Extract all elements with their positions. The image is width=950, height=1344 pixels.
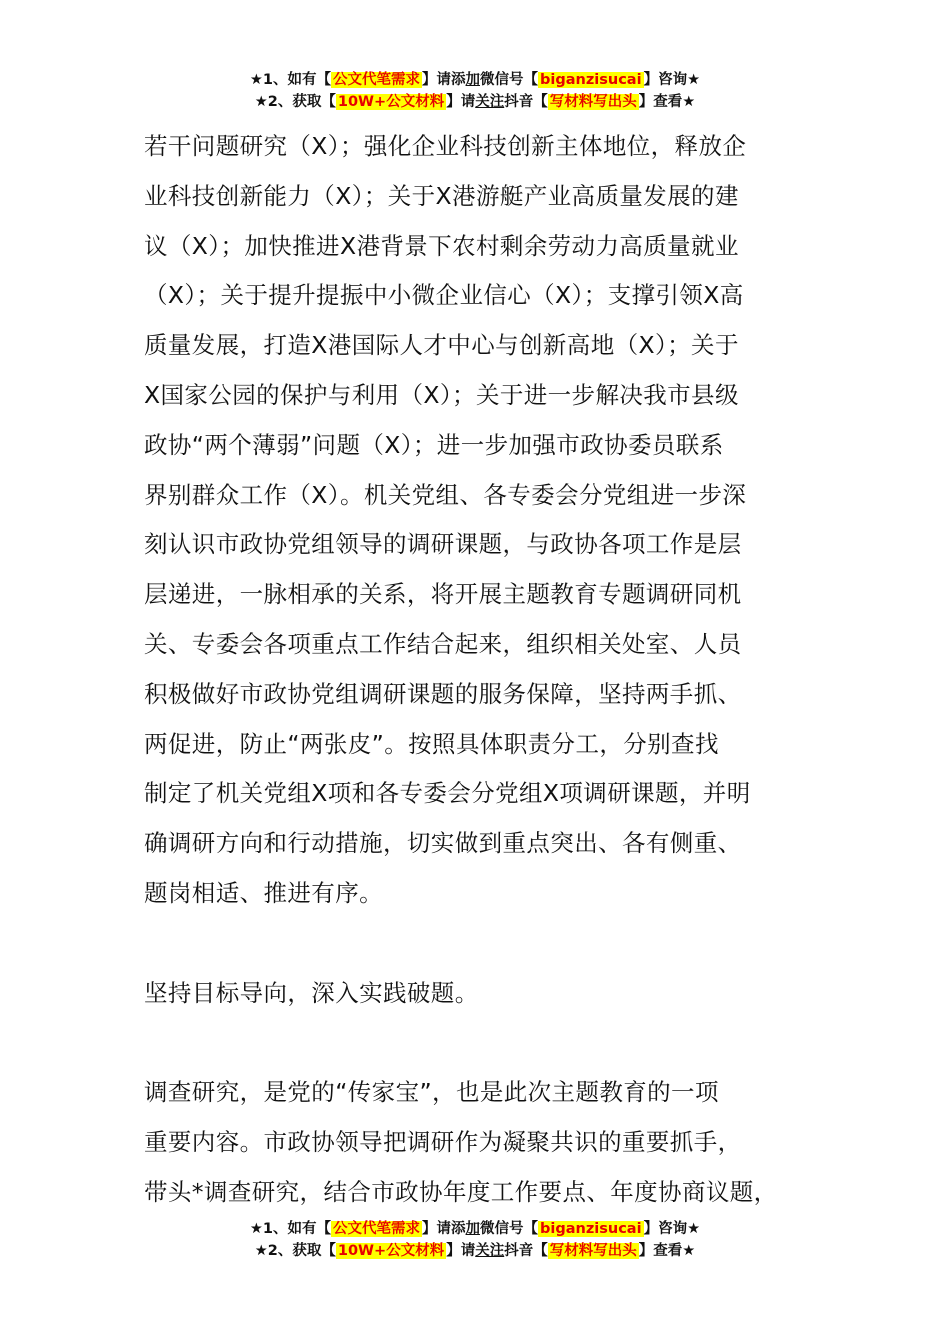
footer-line-2-post: 】查看★ (638, 1243, 696, 1259)
footer-line-1-mid1: 】请添 (422, 1221, 466, 1237)
footer-banner (0, 1218, 950, 1262)
body-line: 两促进，防止“两张皮”。按照具体职责分工，分别查找 (144, 729, 719, 758)
footer-line-2-mid1: 】请 (446, 1243, 476, 1259)
header-line-2-mid2: 抖音【 (504, 94, 548, 110)
header-highlight-wechat: biganzisucai (540, 72, 642, 88)
body-line: 若干问题研究（X）；强化企业科技创新主体地位，释放企 (144, 132, 747, 160)
body-line: 界别群众工作（X）。机关党组、各专委会分党组进一步深 (144, 480, 747, 509)
header-line-1-mid2: 微信号【 (480, 72, 539, 88)
header-highlight-materials: 10W+公文材料 (337, 94, 445, 110)
body-line: 带头*调查研究，结合市政协年度工作要点、年度协商议题， (144, 1177, 778, 1206)
header-line-1-pre: ★1、如有【 (249, 72, 332, 88)
body-line: X国家公园的保护与利用（X）；关于进一步解决我市县级 (144, 380, 739, 409)
header-line-2-underline: 关注 (475, 94, 505, 110)
paragraph-gap (144, 1018, 834, 1068)
footer-line-1-post: 】咨询★ (643, 1221, 701, 1237)
document-body (144, 122, 834, 1218)
footer-line-1-underline: 加 (465, 1221, 481, 1237)
header-highlight-douyin: 写材料写出头 (549, 94, 637, 110)
header-line-1-mid1: 】请添 (422, 72, 466, 88)
footer-line-2-pre: ★2、获取【 (254, 1243, 336, 1259)
header-line-1 (0, 69, 950, 91)
body-line: 重要内容。市政协领导把调研作为凝聚共识的重要抓手， (144, 1127, 742, 1156)
body-line: 政协“两个薄弱”问题（X）；进一步加强市政协委员联系 (144, 430, 724, 459)
footer-line-2 (0, 1240, 950, 1262)
header-line-1-post: 】咨询★ (643, 72, 701, 88)
footer-line-1 (0, 1218, 950, 1240)
body-line: 质量发展，打造X港国际人才中心与创新高地（X）；关于 (144, 331, 739, 360)
body-line: 题岗相适、推进有序。 (144, 878, 383, 907)
body-line: （X）；关于提升提振中小微企业信心（X）；支撑引领X高 (144, 281, 744, 310)
footer-line-2-mid2: 抖音【 (504, 1243, 548, 1259)
footer-highlight-douyin: 写材料写出头 (549, 1243, 637, 1259)
section-heading: 坚持目标导向，深入实践破题。 (144, 978, 479, 1007)
body-line: 关、专委会各项重点工作结合起来，组织相关处室、人员 (144, 629, 742, 658)
body-line: 调查研究，是党的“传家宝”，也是此次主题教育的一项 (144, 1078, 719, 1107)
footer-line-1-pre: ★1、如有【 (249, 1221, 332, 1237)
header-banner (0, 69, 950, 113)
body-line: 积极做好市政协党组调研课题的服务保障，坚持两手抓、 (144, 679, 742, 708)
footer-highlight-materials: 10W+公文材料 (337, 1243, 445, 1259)
header-line-2-pre: ★2、获取【 (254, 94, 336, 110)
header-highlight-service: 公文代笔需求 (333, 72, 421, 88)
body-line: 层递进，一脉相承的关系，将开展主题教育专题调研同机 (144, 580, 742, 609)
footer-line-1-mid2: 微信号【 (480, 1221, 539, 1237)
header-line-2-mid1: 】请 (446, 94, 476, 110)
footer-line-2-underline: 关注 (475, 1243, 505, 1259)
body-line: 议（X）；加快推进X港背景下农村剩余劳动力高质量就业 (144, 231, 739, 260)
body-line: 确调研方向和行动措施，切实做到重点突出、各有侧重、 (144, 829, 742, 858)
header-line-2-post: 】查看★ (638, 94, 696, 110)
body-line: 刻认识市政协党组领导的调研课题，与政协各项工作是层 (144, 530, 742, 559)
header-line-1-underline: 加 (465, 72, 481, 88)
paragraph-gap (144, 919, 834, 969)
header-line-2 (0, 91, 950, 113)
body-line: 业科技创新能力（X）；关于X港游艇产业高质量发展的建 (144, 181, 739, 210)
body-line: 制定了机关党组X项和各专委会分党组X项调研课题，并明 (144, 779, 751, 808)
footer-highlight-service: 公文代笔需求 (333, 1221, 421, 1237)
footer-highlight-wechat: biganzisucai (540, 1221, 642, 1237)
